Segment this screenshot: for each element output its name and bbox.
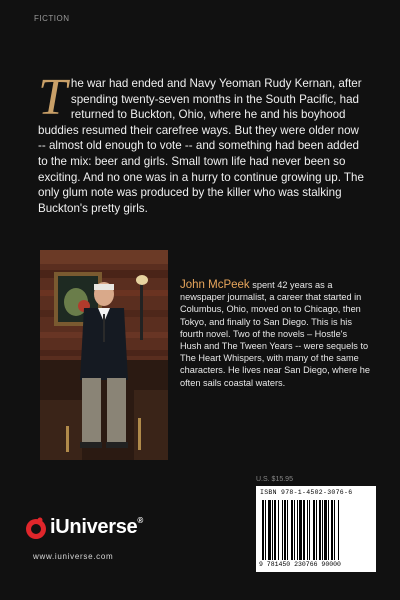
barcode-bar — [319, 500, 321, 560]
barcode-bar — [303, 500, 305, 560]
publisher-name-line — [50, 516, 143, 539]
barcode-bar — [272, 500, 273, 560]
barcode-bar — [299, 500, 302, 560]
barcode-bar — [331, 500, 333, 560]
barcode-bar — [294, 500, 295, 560]
barcode-bar — [334, 500, 335, 560]
author-photo-drawing — [40, 250, 168, 460]
publisher-logo[interactable] — [24, 516, 143, 545]
publisher-name: iUniverse — [50, 516, 138, 538]
barcode-bar — [278, 500, 279, 560]
author-name: John McPeek — [180, 279, 250, 291]
barcode-bar — [262, 500, 264, 560]
author-bio — [180, 279, 370, 389]
barcode-bar — [328, 500, 329, 560]
barcode-digits — [259, 561, 341, 568]
barcode-bars — [262, 500, 370, 560]
synopsis — [38, 69, 364, 216]
price-label: U.S. $15.95 — [256, 476, 293, 483]
barcode-bar — [322, 500, 323, 560]
barcode-bar — [274, 500, 276, 560]
barcode-bar — [265, 500, 266, 560]
barcode-bar — [316, 500, 317, 560]
price-code: 90000 — [321, 561, 341, 568]
isbn-text: ISBN 978-1-4502-3076-6 — [260, 489, 353, 496]
barcode-bar — [297, 500, 298, 560]
synopsis-text: he war had ended and Navy Yeoman Rudy Kernan, after spending twenty-seven months in the South Pacific, had returned to Buckton, Ohio, where he and his boyhood buddies resumed their carefree ways. But they were older now -- almost old enough to vote -- and something had been added to the mix: beer and girls. Small town life had never been so exciting. And no one was in a hurry to continue growing up. The only glum note was produced by the killer who was stalking Buckton's pretty girls. — [38, 77, 364, 215]
barcode-bar — [284, 500, 286, 560]
registered-mark: ® — [137, 516, 143, 525]
category-label: FICTION — [34, 14, 70, 23]
author-photo — [40, 250, 168, 460]
drop-cap: T — [38, 69, 67, 126]
barcode-bar — [309, 500, 310, 560]
barcode-bar — [313, 500, 315, 560]
barcode-bar — [282, 500, 283, 560]
barcode-bar — [324, 500, 327, 560]
barcode-bar — [268, 500, 271, 560]
barcode-number: 9 781450 230766 — [259, 561, 318, 568]
author-bio-text: spent 42 years as a newspaper journalist, a career that started in Columbus, Ohio, moved on to Chicago, then Tokyo, and finally to San Diego. This is his fourth novel. Two of the novels – Hostle's Hush and The Tween Years -- were sequels to The Heart Whispers, with many of the same characters. He lives near San Diego, where he often sails coastal waters. — [180, 280, 370, 388]
publisher-url[interactable]: www.iuniverse.com — [33, 552, 114, 561]
barcode-bar — [291, 500, 293, 560]
barcode-bar — [307, 500, 308, 560]
barcode-bar — [338, 500, 339, 560]
barcode-bar — [287, 500, 288, 560]
barcode — [256, 486, 376, 572]
iuniverse-logo-icon — [24, 516, 48, 540]
